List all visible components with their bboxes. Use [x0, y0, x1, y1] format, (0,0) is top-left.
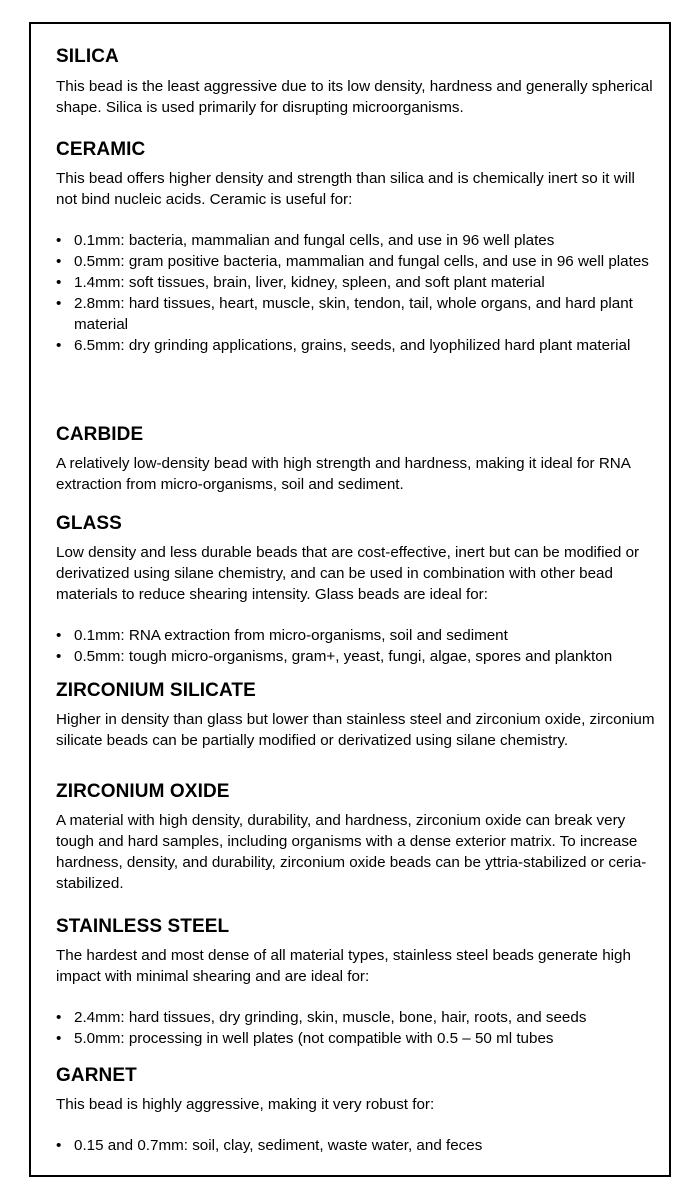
section-zirconium-silicate	[56, 679, 656, 751]
section-zirconium-oxide	[56, 780, 656, 894]
bullet-marker: •	[56, 274, 62, 291]
list-item: • 0.1mm: RNA extraction from micro-organisms, soil and sediment	[56, 627, 508, 644]
bullet-marker: •	[56, 232, 62, 249]
list-item: • 0.15 and 0.7mm: soil, clay, sediment, waste water, and feces	[56, 1137, 483, 1154]
section-description: This bead is highly aggressive, making it very robust for:	[56, 1096, 435, 1113]
section-heading: GLASS	[56, 513, 122, 534]
section-heading: CERAMIC	[56, 139, 146, 160]
bullet-marker: •	[56, 1009, 62, 1026]
bullet-list	[56, 230, 656, 356]
section-garnet	[56, 1064, 656, 1156]
section-stainless-steel	[56, 915, 656, 1049]
list-item: • 2.4mm: hard tissues, dry grinding, skin, muscle, bone, hair, roots, and seeds	[56, 1009, 587, 1026]
bullet-list	[56, 1135, 656, 1156]
bullet-marker: •	[56, 1030, 62, 1047]
bullet-list	[56, 625, 656, 667]
section-description: Higher in density than glass but lower than stainless steel and zirconium oxide, zirconium silicate beads can be partially modified or derivatized using silane chemistry.	[56, 711, 655, 749]
list-item: • 5.0mm: processing in well plates (not compatible with 0.5 – 50 ml tubes	[56, 1030, 554, 1047]
section-description: A relatively low-density bead with high strength and hardness, making it ideal for RNA extraction from micro-organisms, soil and sediment.	[56, 455, 631, 493]
section-description: The hardest and most dense of all material types, stainless steel beads generate high impact with minimal shearing and are ideal for:	[56, 947, 631, 985]
bullet-marker: •	[56, 648, 62, 665]
bullet-marker: •	[56, 337, 62, 354]
section-silica	[56, 45, 656, 118]
list-item: • 6.5mm: dry grinding applications, grains, seeds, and lyophilized hard plant material	[56, 337, 631, 354]
section-glass	[56, 512, 656, 667]
bullet-marker: •	[56, 253, 62, 270]
section-description: This bead is the least aggressive due to its low density, hardness and generally spherical shape. Silica is used primarily for disrupting microorganisms.	[56, 78, 653, 116]
list-item: • 1.4mm: soft tissues, brain, liver, kidney, spleen, and soft plant material	[56, 274, 545, 291]
bullet-marker: •	[56, 1137, 62, 1154]
list-item: • 0.1mm: bacteria, mammalian and fungal cells, and use in 96 well plates	[56, 232, 555, 249]
section-description: A material with high density, durability, and hardness, zirconium oxide can break very tough and hard samples, including organisms with a dense exterior matrix. To increase hardness, density, and durability, zirconium oxide beads can be yttria-stabilized or ceria-stabilized.	[56, 812, 647, 892]
bullet-marker: •	[56, 295, 62, 312]
list-item: • 0.5mm: tough micro-organisms, gram+, yeast, fungi, algae, spores and plankton	[56, 648, 613, 665]
section-heading: ZIRCONIUM SILICATE	[56, 680, 256, 701]
section-heading: CARBIDE	[56, 424, 144, 445]
section-heading: ZIRCONIUM OXIDE	[56, 781, 230, 802]
section-ceramic	[56, 138, 656, 356]
list-item: • 0.5mm: gram positive bacteria, mammalian and fungal cells, and use in 96 well plates	[56, 253, 649, 270]
section-heading: STAINLESS STEEL	[56, 916, 230, 937]
list-item: • 2.8mm: hard tissues, heart, muscle, skin, tendon, tail, whole organs, and hard plant material	[56, 295, 633, 333]
bullet-list	[56, 1007, 656, 1049]
section-description: Low density and less durable beads that are cost-effective, inert but can be modified or derivatized using silane chemistry, and can be used in combination with other bead materials to reduce shearing intensity. Glass beads are ideal for:	[56, 544, 640, 603]
bullet-marker: •	[56, 627, 62, 644]
section-description: This bead offers higher density and strength than silica and is chemically inert so it will not bind nucleic acids. Ceramic is useful for:	[56, 170, 635, 208]
section-heading: SILICA	[56, 46, 119, 67]
section-heading: GARNET	[56, 1065, 137, 1086]
section-carbide	[56, 423, 656, 495]
